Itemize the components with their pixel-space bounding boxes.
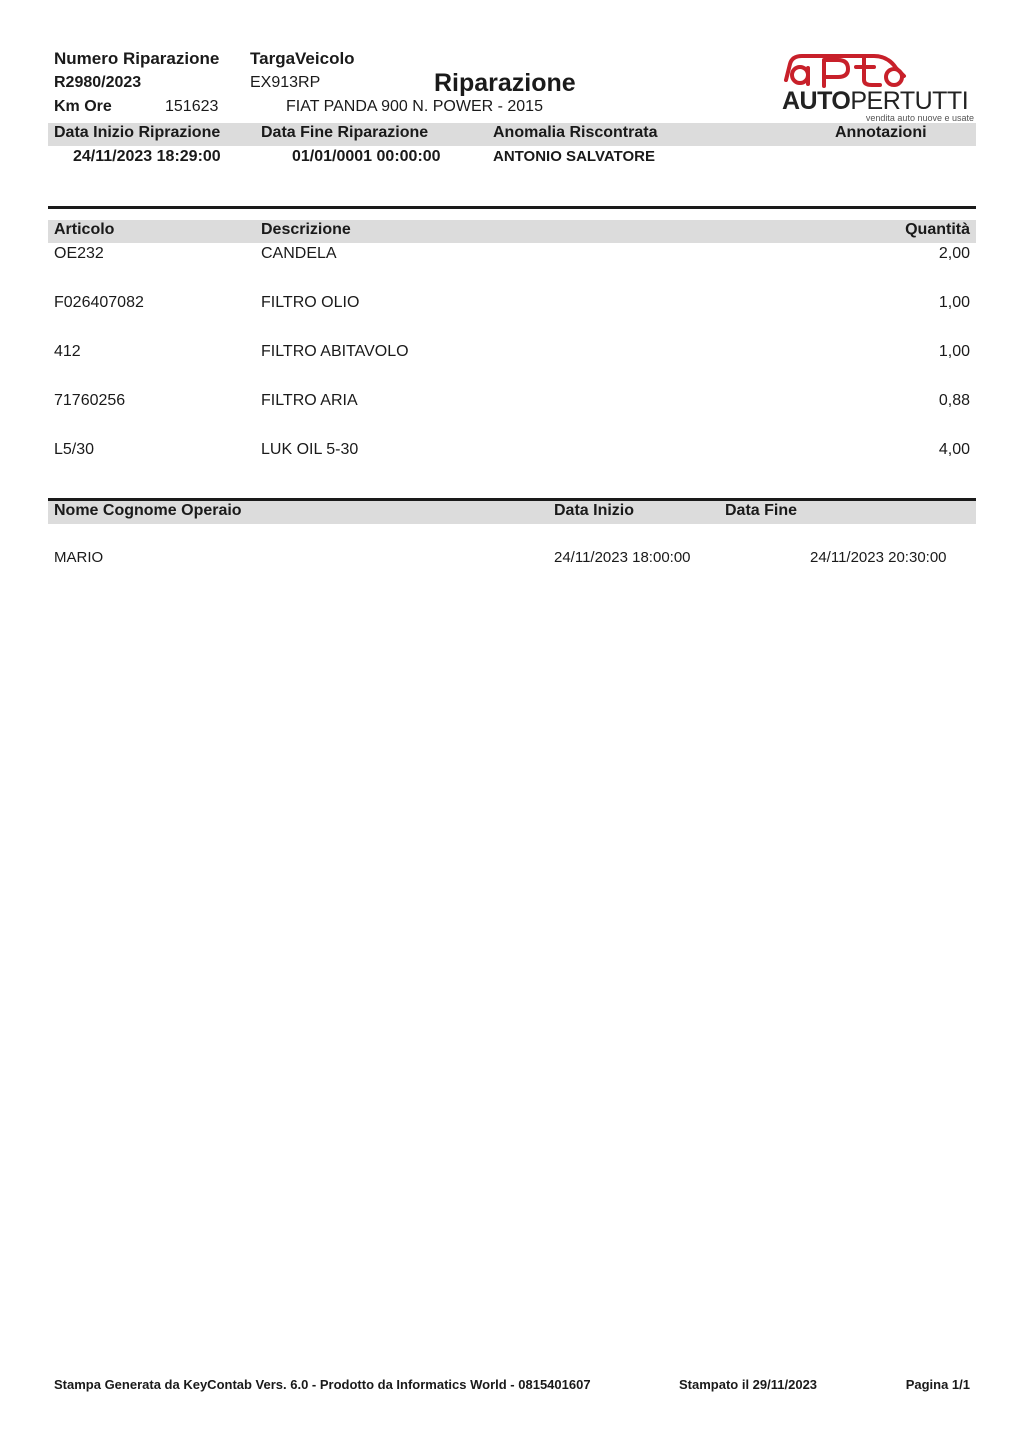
- data-inizio-label: Data Inizio Riprazione: [54, 124, 221, 141]
- articles-header-band: [48, 220, 976, 243]
- articolo-header: Articolo: [54, 221, 115, 238]
- worker-end: 24/11/2023 20:30:00: [810, 549, 947, 566]
- km-ore-label: Km Ore: [54, 98, 112, 115]
- descrizione-header: Descrizione: [261, 221, 351, 238]
- worker-start: 24/11/2023 18:00:00: [554, 549, 691, 566]
- article-code: OE232: [54, 245, 104, 262]
- worker-data-inizio-header: Data Inizio: [554, 502, 635, 519]
- targa-veicolo-label: TargaVeicolo: [250, 49, 355, 68]
- page-title: Riparazione: [434, 69, 576, 97]
- vehicle-description: FIAT PANDA 900 N. POWER - 2015: [286, 98, 543, 115]
- article-description: LUK OIL 5-30: [261, 441, 359, 458]
- footer-page-number: Pagina 1/1: [905, 1377, 970, 1392]
- article-description: FILTRO ARIA: [261, 392, 358, 409]
- articles-top-rule: [48, 206, 976, 209]
- footer-printed-date: Stampato il 29/11/2023: [679, 1377, 818, 1392]
- footer-generated: Stampa Generata da KeyContab Vers. 6.0 - Prodotto da Informatics World - 0815401607: [54, 1377, 591, 1392]
- data-inizio-value: 24/11/2023 18:29:00: [73, 148, 221, 165]
- km-ore-value: 151623: [165, 98, 219, 115]
- company-logo: [780, 50, 976, 124]
- logo-name-auto: AUTO: [782, 87, 851, 115]
- article-quantity: 4,00: [938, 441, 970, 458]
- article-description: FILTRO OLIO: [261, 294, 360, 311]
- article-code: L5/30: [54, 441, 95, 458]
- article-code: 71760256: [54, 392, 126, 409]
- article-quantity: 0,88: [938, 392, 970, 409]
- quantita-header: Quantità: [905, 221, 970, 238]
- numero-riparazione-label: Numero Riparazione: [54, 49, 220, 68]
- worker-name: MARIO: [54, 549, 104, 566]
- article-code: F026407082: [54, 294, 144, 311]
- article-code: 412: [54, 343, 81, 360]
- targa-veicolo-value: EX913RP: [250, 74, 321, 91]
- anomalia-value: ANTONIO SALVATORE: [493, 148, 655, 165]
- article-description: CANDELA: [261, 245, 337, 262]
- article-quantity: 1,00: [938, 294, 970, 311]
- article-quantity: 1,00: [938, 343, 970, 360]
- operaio-header: Nome Cognome Operaio: [54, 502, 242, 519]
- worker-data-fine-header: Data Fine: [725, 502, 798, 519]
- data-fine-value: 01/01/0001 00:00:00: [292, 148, 441, 165]
- article-description: FILTRO ABITAVOLO: [261, 343, 409, 360]
- logo-tagline: vendita auto nuove e usate: [865, 113, 974, 123]
- car-logo-icon: [780, 50, 976, 92]
- article-quantity: 2,00: [938, 245, 970, 262]
- logo-name-pertutti: PERTUTTI: [850, 87, 969, 115]
- data-fine-label: Data Fine Riparazione: [261, 124, 429, 141]
- numero-riparazione-value: R2980/2023: [54, 74, 142, 91]
- anomalia-label: Anomalia Riscontrata: [493, 124, 658, 141]
- annotazioni-label: Annotazioni: [835, 124, 927, 141]
